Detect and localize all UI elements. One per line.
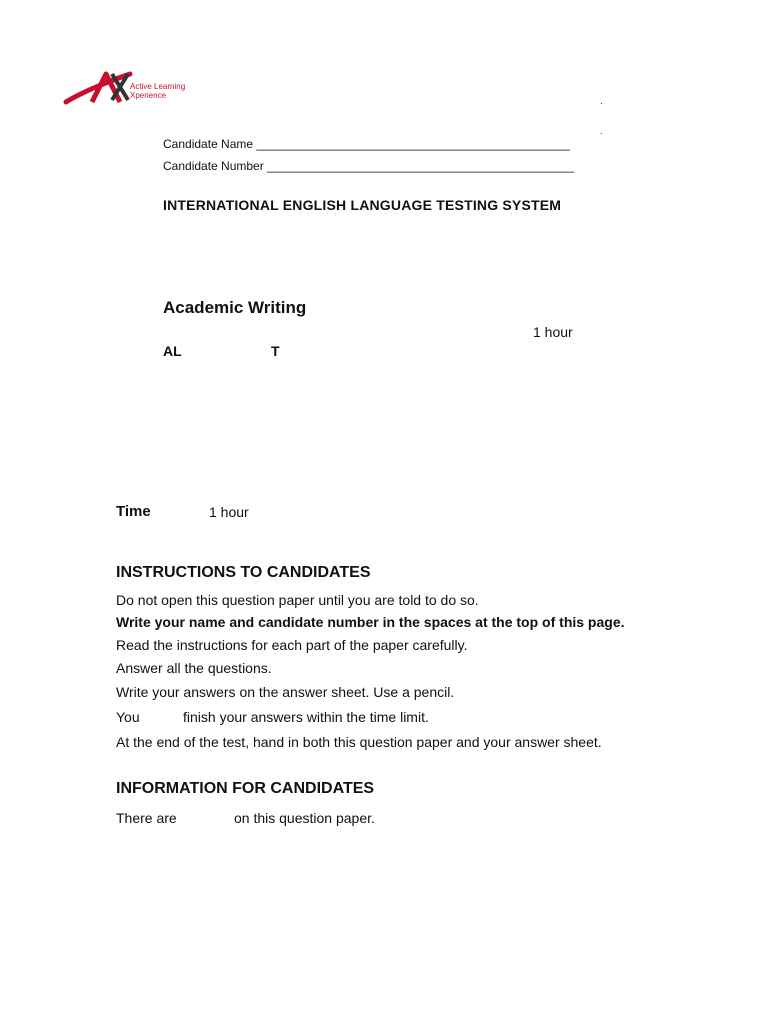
instruction-line: Read the instructions for each part of the paper carefully.	[116, 637, 468, 653]
information-heading: INFORMATION FOR CANDIDATES	[116, 780, 375, 797]
logo-line-2: Xperience	[130, 91, 167, 100]
logo-line-1: Active Learning	[130, 82, 186, 91]
instruction-line: Write your answers on the answer sheet. Use a pencil.	[116, 684, 455, 700]
time-value: 1 hour	[209, 504, 249, 520]
system-title: INTERNATIONAL ENGLISH LANGUAGE TESTING SYSTEM	[163, 197, 562, 213]
instruction-line: At the end of the test, hand in both this question paper and your answer sheet.	[116, 734, 602, 750]
paper-title: Academic Writing	[163, 298, 307, 317]
candidate-name-field: Candidate Name _______________________________________________	[163, 137, 571, 151]
time-label: Time	[116, 503, 151, 520]
logo-text	[130, 82, 185, 100]
instructions-heading: INSTRUCTIONS TO CANDIDATES	[116, 564, 371, 581]
paper-code-t: T	[271, 343, 280, 359]
paper-code-al: AL	[163, 343, 182, 359]
instruction-line: Answer all the questions.	[116, 660, 272, 676]
instruction-line: Write your name and candidate number in the spaces at the top of this page.	[116, 614, 625, 630]
information-line-start: There are	[116, 810, 177, 826]
instruction-line-finish: finish your answers within the time limit.	[183, 709, 429, 725]
instruction-line-you: You	[116, 709, 140, 725]
header-dot-1: .	[600, 96, 603, 107]
candidate-number-field: Candidate Number ______________________________________________	[163, 159, 575, 173]
information-line-end: on this question paper.	[234, 810, 375, 826]
header-dot-2: .	[600, 126, 603, 137]
paper-duration: 1 hour	[533, 324, 573, 340]
instruction-line: Do not open this question paper until you are told to do so.	[116, 592, 479, 608]
